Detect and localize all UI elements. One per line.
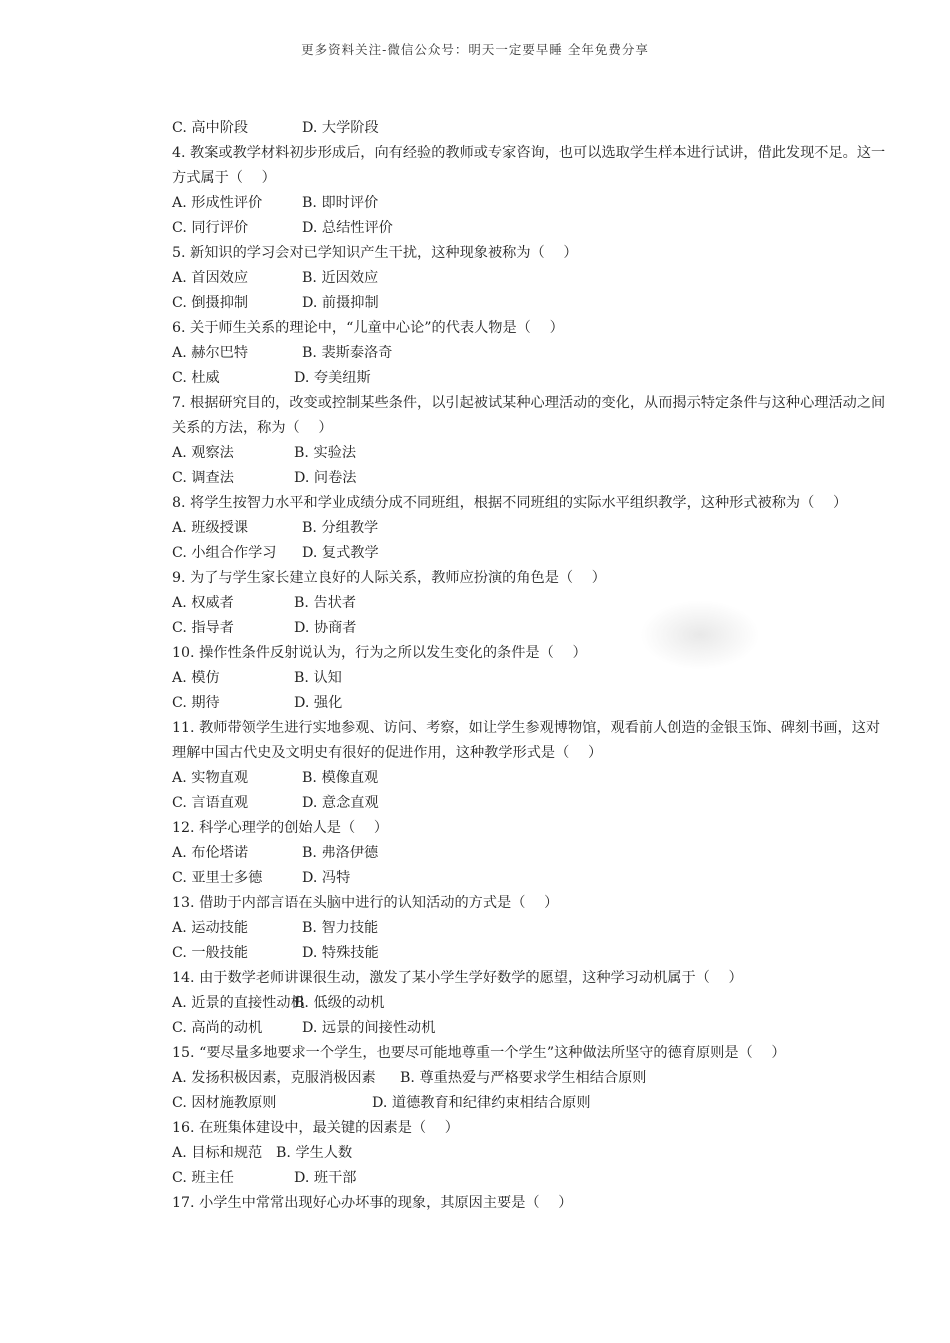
option-row (172, 366, 894, 391)
option-right: B. 低级的动机 (294, 995, 385, 1011)
option-right: B. 分组教学 (302, 520, 379, 536)
option-row (172, 591, 894, 616)
question-list (172, 116, 894, 1216)
option-right: B. 即时评价 (302, 195, 379, 211)
option-left: A. 运动技能 (172, 920, 249, 936)
option-row (172, 691, 894, 716)
option-left: A. 形成性评价 (172, 195, 263, 211)
option-left: C. 杜威 (172, 370, 220, 386)
option-right: B. 实验法 (294, 445, 357, 461)
option-row (172, 466, 894, 491)
option-row (172, 1016, 894, 1041)
option-left: C. 班主任 (172, 1170, 234, 1186)
option-right: D. 夸美纽斯 (294, 370, 371, 386)
option-right: B. 模像直观 (302, 770, 379, 786)
option-row (172, 991, 894, 1016)
option-right: D. 问卷法 (294, 470, 357, 486)
option-left: A. 近景的直接性动机 (172, 995, 305, 1011)
option-right: B. 认知 (294, 670, 342, 686)
question-text: 6. 关于师生关系的理论中，“儿童中心论”的代表人物是（ ） (172, 320, 564, 336)
option-row (172, 791, 894, 816)
option-left: C. 因材施教原则 (172, 1095, 277, 1111)
option-row (172, 1141, 894, 1166)
option-right: D. 远景的间接性动机 (302, 1020, 436, 1036)
question-text: 11. 教师带领学生进行实地参观、访问、考察，如让学生参观博物馆，观看前人创造的金银玉饰、碑刻书画，这对理解中国古代史及文明史有很好的促进作用，这种教学形式是（ ） (172, 720, 881, 761)
option-row (172, 541, 894, 566)
option-row (172, 841, 894, 866)
option-right: D. 前摄抑制 (302, 295, 379, 311)
option-left: C. 小组合作学习 (172, 545, 277, 561)
option-right: D. 冯特 (302, 870, 351, 886)
question-text: 10. 操作性条件反射说认为，行为之所以发生变化的条件是（ ） (172, 645, 587, 661)
question-text: 9. 为了与学生家长建立良好的人际关系，教师应扮演的角色是（ ） (172, 570, 606, 586)
option-row (172, 341, 894, 366)
option-row (172, 666, 894, 691)
option-left: A. 赫尔巴特 (172, 345, 249, 361)
option-row (172, 1166, 894, 1191)
option-left: A. 班级授课 (172, 520, 249, 536)
question-text: 12. 科学心理学的创始人是（ ） (172, 820, 389, 836)
option-left: A. 实物直观 (172, 770, 249, 786)
option-right: D. 大学阶段 (302, 120, 379, 136)
option-left: A. 首因效应 (172, 270, 249, 286)
option-right: D. 总结性评价 (302, 220, 393, 236)
option-row (172, 866, 894, 891)
option-left: C. 调查法 (172, 470, 234, 486)
option-right: D. 道德教育和纪律约束相结合原则 (372, 1095, 591, 1111)
option-right: D. 复式教学 (302, 545, 379, 561)
page-header: 更多资料关注-微信公众号：明天一定要早睡 全年免费分享 (301, 42, 649, 57)
option-left: A. 目标和规范 (172, 1145, 263, 1161)
question-text: 13. 借助于内部言语在头脑中进行的认知活动的方式是（ ） (172, 895, 559, 911)
option-right: D. 特殊技能 (302, 945, 379, 961)
option-row (172, 941, 894, 966)
option-right: D. 意念直观 (302, 795, 379, 811)
option-row (172, 116, 894, 141)
option-right: D. 协商者 (294, 620, 357, 636)
option-right: B. 近因效应 (302, 270, 379, 286)
option-left: C. 一般技能 (172, 945, 249, 961)
question-text: 5. 新知识的学习会对已学知识产生干扰，这种现象被称为（ ） (172, 245, 578, 261)
option-right: D. 强化 (294, 695, 343, 711)
option-row (172, 191, 894, 216)
option-right: B. 智力技能 (302, 920, 379, 936)
option-right: B. 裴斯泰洛奇 (302, 345, 393, 361)
question-text: 7. 根据研究目的，改变或控制某些条件，以引起被试某种心理活动的变化，从而揭示特定条件与这种心理活动之间关系的方法，称为（ ） (172, 395, 886, 436)
question-text: 17. 小学生中常常出现好心办坏事的现象，其原因主要是（ ） (172, 1195, 573, 1211)
option-left: C. 亚里士多德 (172, 870, 263, 886)
option-row (172, 766, 894, 791)
question-text: 16. 在班集体建设中，最关键的因素是（ ） (172, 1120, 459, 1136)
option-left: C. 高中阶段 (172, 120, 249, 136)
option-left: A. 权威者 (172, 595, 234, 611)
option-row (172, 216, 894, 241)
option-right: D. 班干部 (294, 1170, 357, 1186)
option-left: C. 言语直观 (172, 795, 249, 811)
option-left: A. 布伦塔诺 (172, 845, 249, 861)
option-left: C. 期待 (172, 695, 220, 711)
option-row (172, 441, 894, 466)
option-right: B. 弗洛伊德 (302, 845, 379, 861)
option-row (172, 1091, 894, 1116)
option-row (172, 616, 894, 641)
option-left: C. 同行评价 (172, 220, 249, 236)
question-text: 14. 由于数学老师讲课很生动，激发了某小学生学好数学的愿望，这种学习动机属于（ ） (172, 970, 743, 986)
question-text: 8. 将学生按智力水平和学业成绩分成不同班组，根据不同班组的实际水平组织教学，这种形式被称为（ ） (172, 495, 848, 511)
option-left: A. 模仿 (172, 670, 220, 686)
option-row (172, 916, 894, 941)
option-row (172, 266, 894, 291)
question-text: 15. “要尽量多地要求一个学生，也要尽可能地尊重一个学生”这种做法所坚守的德育原则是（ ） (172, 1045, 786, 1061)
option-left: C. 倒摄抑制 (172, 295, 249, 311)
option-row (172, 291, 894, 316)
option-row (172, 516, 894, 541)
option-left: A. 发扬积极因素，克服消极因素 (172, 1070, 376, 1086)
option-right: B. 尊重热爱与严格要求学生相结合原则 (400, 1070, 647, 1086)
option-row (172, 1066, 894, 1091)
question-text: 4. 教案或教学材料初步形成后，向有经验的教师或专家咨询，也可以选取学生样本进行试讲，借此发现不足。这一方式属于（ ） (172, 145, 886, 186)
option-left: C. 指导者 (172, 620, 234, 636)
option-left: A. 观察法 (172, 445, 234, 461)
option-right: B. 告状者 (294, 595, 357, 611)
option-right: B. 学生人数 (276, 1145, 353, 1161)
option-left: C. 高尚的动机 (172, 1020, 263, 1036)
